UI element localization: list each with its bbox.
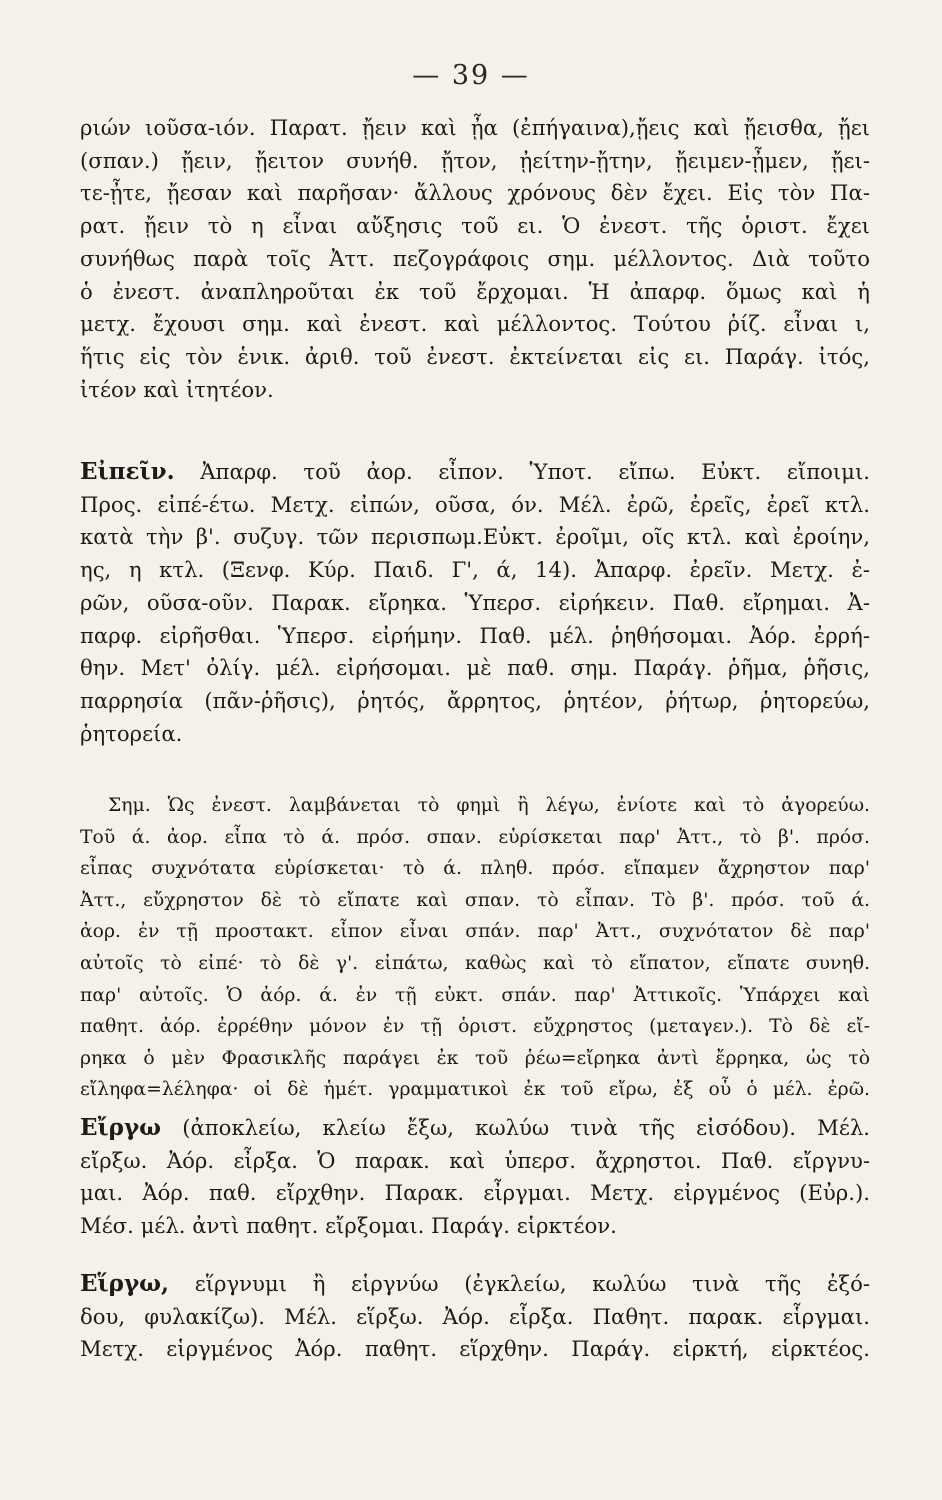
page-number: — 39 — <box>412 60 530 91</box>
text-line: ἥτις εἰς τὸν ἑνικ. ἀριθ. τοῦ ἐνεστ. ἐκτείνεται εἰς ει. Παράγ. ἰτός, <box>80 343 870 369</box>
text-line: Προς. εἰπέ-έτω. Μετχ. εἰπών, οῦσα, όν. Μέλ. ἐρῶ, ἐρεῖς, ἐρεῖ κτλ. <box>80 491 870 517</box>
text-line: ρατ. ᾔειν τὸ η εἶναι αὔξησις τοῦ ει. Ὁ ἐνεστ. τῆς ὁριστ. ἔχει <box>80 213 870 239</box>
text-line: εἴρξω. Ἀόρ. εἶρξα. Ὁ παρακ. καὶ ὑπερσ. ἄχρηστοι. Παθ. εἴργνυ- <box>80 1147 870 1173</box>
text-line: ἰτέον καὶ ἰτητέον. <box>80 376 274 402</box>
text-line: ῥητορεία. <box>80 720 183 746</box>
text-line: κατὰ τὴν β'. συζυγ. τῶν περισπωμ.Εὐκτ. ἐροῖμι, οῖς κτλ. καὶ ἐροίην, <box>80 524 870 550</box>
note-line: εἶπας συχνότατα εὑρίσκεται· τὸ ά. πληθ. πρόσ. εἴπαμεν ἄχρηστον παρ' <box>80 858 870 880</box>
text-line: μετχ. ἔχουσι σημ. καὶ ἐνεστ. καὶ μέλλοντος. Τούτου ῥίζ. εἶναι ι, <box>80 311 870 337</box>
text-line: παρρησία (πᾶν-ῥῆσις), ῥητός, ἄρρητος, ῥητέον, ῥήτωρ, ῥητορεύω, <box>80 687 870 713</box>
note-line: παθητ. ἀόρ. ἐρρέθην μόνον ἐν τῇ ὁριστ. εὔχρηστος (μεταγεν.). Τὸ δὲ εἴ- <box>80 1016 870 1038</box>
text-line: δου, φυλακίζω). Μέλ. εἵρξω. Ἀόρ. εἷρξα. Παθητ. παρακ. εἷργμαι. <box>80 1303 870 1329</box>
entry-eipein <box>80 456 870 750</box>
entry-first-line <box>80 456 870 489</box>
entry-headword: Εἴργω <box>80 1114 162 1141</box>
text-line: (σπαν.) ᾔειν, ᾔειτον συνήθ. ᾔτον, ᾐείτην-ᾔτην, ᾔειμεν-ᾖμεν, ᾔει- <box>80 147 870 173</box>
note-line: Τοῦ ά. ἀορ. εἶπα τὸ ά. πρόσ. σπαν. εὑρίσκεται παρ' Ἀττ., τὸ β'. πρόσ. <box>80 826 870 848</box>
text-line: τε-ᾖτε, ᾔεσαν καὶ παρῆσαν· ἄλλους χρόνους δὲν ἔχει. Εἰς τὸν Πα- <box>80 180 870 206</box>
note-line: ρηκα ὁ μὲν Φρασικλῆς παράγει ἐκ τοῦ ῥέω=εἴρηκα ἀντὶ ἔρρηκα, ὡς τὸ <box>80 1047 870 1069</box>
entry-first-line <box>80 1268 870 1301</box>
text-line: ὁ ἐνεστ. ἀναπληροῦται ἐκ τοῦ ἔρχομαι. Ἡ ἀπαρφ. ὅμως καὶ ἡ <box>80 278 870 304</box>
entry-first-text: εἵργνυμι ἢ εἱργνύω (ἐγκλείω, κωλύω τινὰ τῆς ἐξό- <box>194 1271 870 1296</box>
text-line: συνήθως παρὰ τοῖς Ἀττ. πεζογράφοις σημ. μέλλοντος. Διὰ τοῦτο <box>80 245 870 271</box>
entry-headword: Εἰπεῖν. <box>80 458 175 485</box>
note-line: ἀορ. ἐν τῇ προστακτ. εἶπον εἶναι σπάν. παρ' Ἀττ., συχνότατον δὲ παρ' <box>80 921 870 943</box>
text-line: ριών ιοῦσα-ιόν. Παρατ. ᾔειν καὶ ᾖα (ἐπήγαινα),ᾔεις καὶ ᾔεισθα, ᾔει <box>80 115 870 140</box>
text-line: ης, η κτλ. (Ξενφ. Κύρ. Παιδ. Γ', ά, 14). Ἀπαρφ. ἐρεῖν. Μετχ. ἐ- <box>80 557 870 583</box>
entry-first-text: Ἀπαρφ. τοῦ ἀορ. εἶπον. Ὑποτ. εἴπω. Εὐκτ. εἴποιμι. <box>200 459 870 484</box>
note-line: εἴληφα=λέληφα· οἱ δὲ ἡμέτ. γραμματικοὶ ἐκ τοῦ εἴρω, ἐξ οὗ ὁ μέλ. ἐρῶ. <box>80 1079 870 1101</box>
note-line: παρ' αὐτοῖς. Ὁ ἀόρ. ά. ἐν τῇ εὐκτ. σπάν. παρ' Ἀττικοῖς. Ὑπάρχει καὶ <box>80 984 870 1006</box>
note-line: Ἀττ., εὔχρηστον δὲ τὸ εἴπατε καὶ σπαν. τὸ εἶπαν. Τὸ β'. πρόσ. τοῦ ά. <box>80 889 870 911</box>
text-line: παρφ. εἰρῆσθαι. Ὑπερσ. εἰρήμην. Παθ. μέλ. ῥηθήσομαι. Ἀόρ. ἐρρή- <box>80 622 870 648</box>
text-line: θην. Μετ' ὀλίγ. μέλ. εἰρήσομαι. μὲ παθ. σημ. Παράγ. ῥῆμα, ῥῆσις, <box>80 655 870 681</box>
text-line: Μετχ. εἱργμένος Ἀόρ. παθητ. εἵρχθην. Παράγ. εἱρκτή, εἱρκτέος. <box>80 1336 870 1362</box>
text-line: μαι. Ἀόρ. παθ. εἴρχθην. Παρακ. εἶργμαι. Μετχ. εἰργμένος (Εὐρ.). <box>80 1180 870 1206</box>
note-paragraph <box>80 790 870 1106</box>
entry-first-line <box>80 1112 870 1145</box>
text-line: ρῶν, οῦσα-οῦν. Παρακ. εἴρηκα. Ὑπερσ. εἰρήκειν. Παθ. εἴρημαι. Ἀ- <box>80 589 870 615</box>
text-line: Μέσ. μέλ. ἀντὶ παθητ. εἴρξομαι. Παράγ. εἱρκτέον. <box>80 1213 617 1239</box>
entry-headword: Εἵργω, <box>80 1270 170 1297</box>
entry-heirgo <box>80 1268 870 1366</box>
entry-first-text: (ἀποκλείω, κλείω ἔξω, κωλύω τινὰ τῆς εἰσόδου). Μέλ. <box>182 1115 870 1140</box>
note-line: Σημ. Ὡς ἐνεστ. λαμβάνεται τὸ φημὶ ἢ λέγω, ἐνίοτε καὶ τὸ ἀγορεύω. <box>108 795 870 816</box>
paragraph-continuation <box>80 112 870 406</box>
note-line: αὐτοῖς τὸ εἰπέ· τὸ δὲ γ'. εἰπάτω, καθὼς καὶ τὸ εἴπατον, εἴπατε συνηθ. <box>80 952 870 974</box>
entry-eirgo <box>80 1112 870 1243</box>
